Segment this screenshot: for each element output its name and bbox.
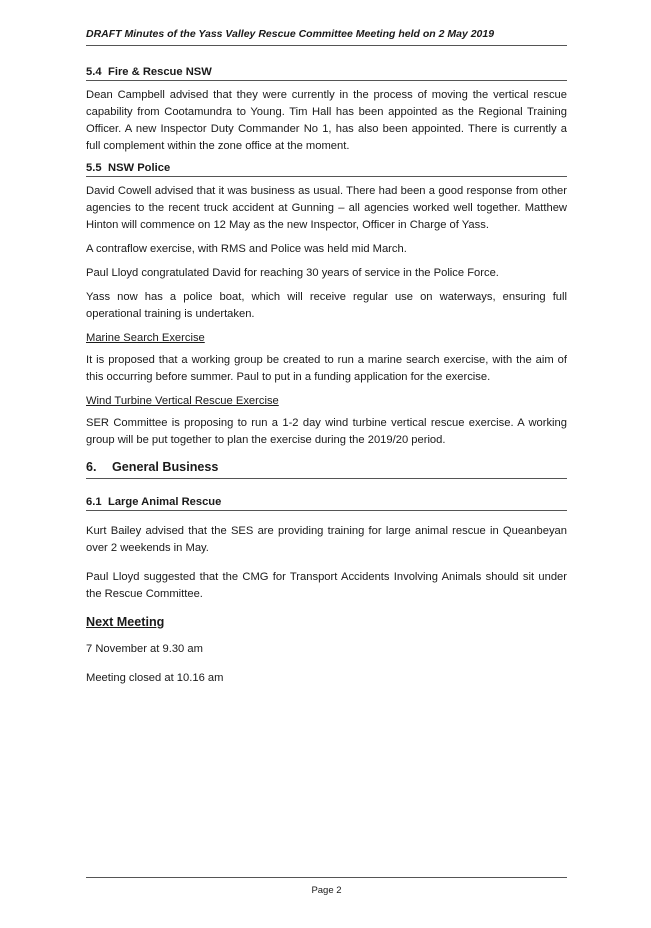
section-number: 5.5 bbox=[86, 162, 102, 174]
paragraph: Kurt Bailey advised that the SES are providing training for large animal rescue in Queanbeyan over 2 weekends in May. bbox=[86, 525, 567, 554]
paragraph: Dean Campbell advised that they were currently in the process of moving the vertical rescue capability from Cootamundra to Young. Tim Hall has been appointed as the Regional Training Officer. A new Inspector Duty Commander No 1, has also been appointed. There is currently a full complement within the zone office at the moment. bbox=[86, 89, 567, 152]
section-number: 5.4 bbox=[86, 66, 102, 78]
section-number: 6.1 bbox=[86, 496, 102, 508]
page-content bbox=[86, 66, 567, 694]
section-heading-5-5 bbox=[86, 162, 567, 177]
page-header: DRAFT Minutes of the Yass Valley Rescue Committee Meeting held on 2 May 2019 bbox=[86, 28, 567, 46]
paragraph: Meeting closed at 10.16 am bbox=[86, 672, 224, 684]
paragraph: Yass now has a police boat, which will receive regular use on waterways, ensuring full operational training is undertaken. bbox=[86, 291, 567, 320]
section-title: NSW Police bbox=[108, 162, 171, 174]
paragraph: 7 November at 9.30 am bbox=[86, 643, 203, 655]
paragraph: It is proposed that a working group be created to run a marine search exercise, with the aim of this occurring before summer. Paul to put in a funding application for the exercise. bbox=[86, 354, 567, 383]
paragraph: Paul Lloyd suggested that the CMG for Transport Accidents Involving Animals should sit under the Rescue Committee. bbox=[86, 571, 567, 600]
section-heading-6-1 bbox=[86, 496, 567, 511]
page-number: Page 2 bbox=[311, 885, 342, 896]
section-title: Large Animal Rescue bbox=[108, 496, 222, 508]
paragraph: Paul Lloyd congratulated David for reaching 30 years of service in the Police Force. bbox=[86, 267, 499, 279]
paragraph: A contraflow exercise, with RMS and Police was held mid March. bbox=[86, 243, 407, 255]
section-title: Fire & Rescue NSW bbox=[108, 66, 212, 78]
section-heading-6 bbox=[86, 460, 567, 479]
subheading-marine-search: Marine Search Exercise bbox=[86, 332, 205, 344]
next-meeting-heading: Next Meeting bbox=[86, 615, 165, 629]
paragraph: SER Committee is proposing to run a 1-2 day wind turbine vertical rescue exercise. A working group will be put together to plan the exercise during the 2019/20 period. bbox=[86, 417, 567, 446]
section-heading-5-4 bbox=[86, 66, 567, 81]
footer-divider bbox=[86, 877, 567, 878]
section-title: General Business bbox=[112, 460, 219, 474]
subheading-wind-turbine: Wind Turbine Vertical Rescue Exercise bbox=[86, 395, 279, 407]
section-number: 6. bbox=[86, 460, 97, 474]
paragraph: David Cowell advised that it was business as usual. There had been a good response from other agencies to the recent truck accident at Gunning – all agencies worked well together. Matthew Hinton will commence on 12 May as the new Inspector, Officer in Charge of Yass. bbox=[86, 185, 567, 231]
